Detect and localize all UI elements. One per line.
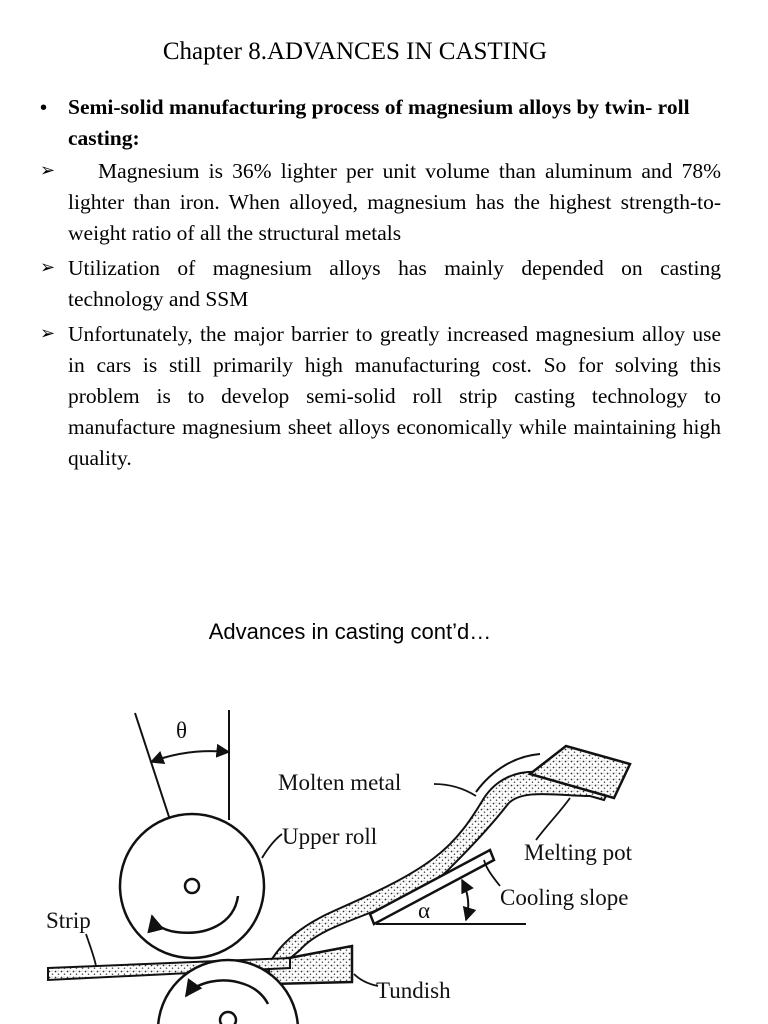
tundish-label: Tundish xyxy=(376,978,451,1003)
tundish-leader xyxy=(354,974,378,986)
molten-metal-leader xyxy=(434,784,476,796)
alpha-arc xyxy=(462,880,468,920)
theta-arc xyxy=(151,751,229,762)
arrow-bullet-icon: ➢ xyxy=(40,323,56,344)
page-title: Chapter 8.ADVANCES IN CASTING xyxy=(162,38,548,65)
upper-roll-label: Upper roll xyxy=(282,824,378,849)
section-heading-text: Semi-solid manufacturing process of magnesium alloys by twin- roll casting: xyxy=(68,95,690,150)
melting-pot-label: Melting pot xyxy=(524,840,632,865)
molten-metal-label: Molten metal xyxy=(278,770,402,795)
cooling-slope-label: Cooling slope xyxy=(500,885,629,910)
point-2-text: Utilization of magnesium alloys has mainly depended on casting technology and SSM xyxy=(68,256,721,311)
melting-pot-leader xyxy=(536,798,570,840)
twin-roll-casting-diagram xyxy=(0,700,768,1024)
arrow-bullet-icon: ➢ xyxy=(40,257,56,278)
strip-label: Strip xyxy=(46,908,91,933)
theta-label: θ xyxy=(176,718,188,743)
upper-roll-leader xyxy=(262,834,282,858)
theta-reference-line xyxy=(135,713,172,826)
point-3-text: Unfortunately, the major barrier to greatly increased magnesium alloy use in cars is still primarily high manufacturing cost. So for solving this problem is to develop semi-solid roll strip casting technology to manufacture magnesium sheet alloys economically while maintaining high quality. xyxy=(68,322,721,470)
strip-leader xyxy=(86,934,96,966)
bullet-symbol: • xyxy=(40,97,48,119)
upper-roll xyxy=(120,814,264,958)
arrow-bullet-icon: ➢ xyxy=(40,160,56,181)
molten-metal-flow xyxy=(272,772,614,965)
alpha-label: α xyxy=(418,898,431,923)
point-1-text: Magnesium is 36% lighter per unit volume than aluminum and 78% lighter than iron. When alloyed, magnesium has the highest strength-to-weight ratio of all the structural metals xyxy=(68,159,721,245)
section-subtitle: Advances in casting cont’d… xyxy=(208,619,492,644)
